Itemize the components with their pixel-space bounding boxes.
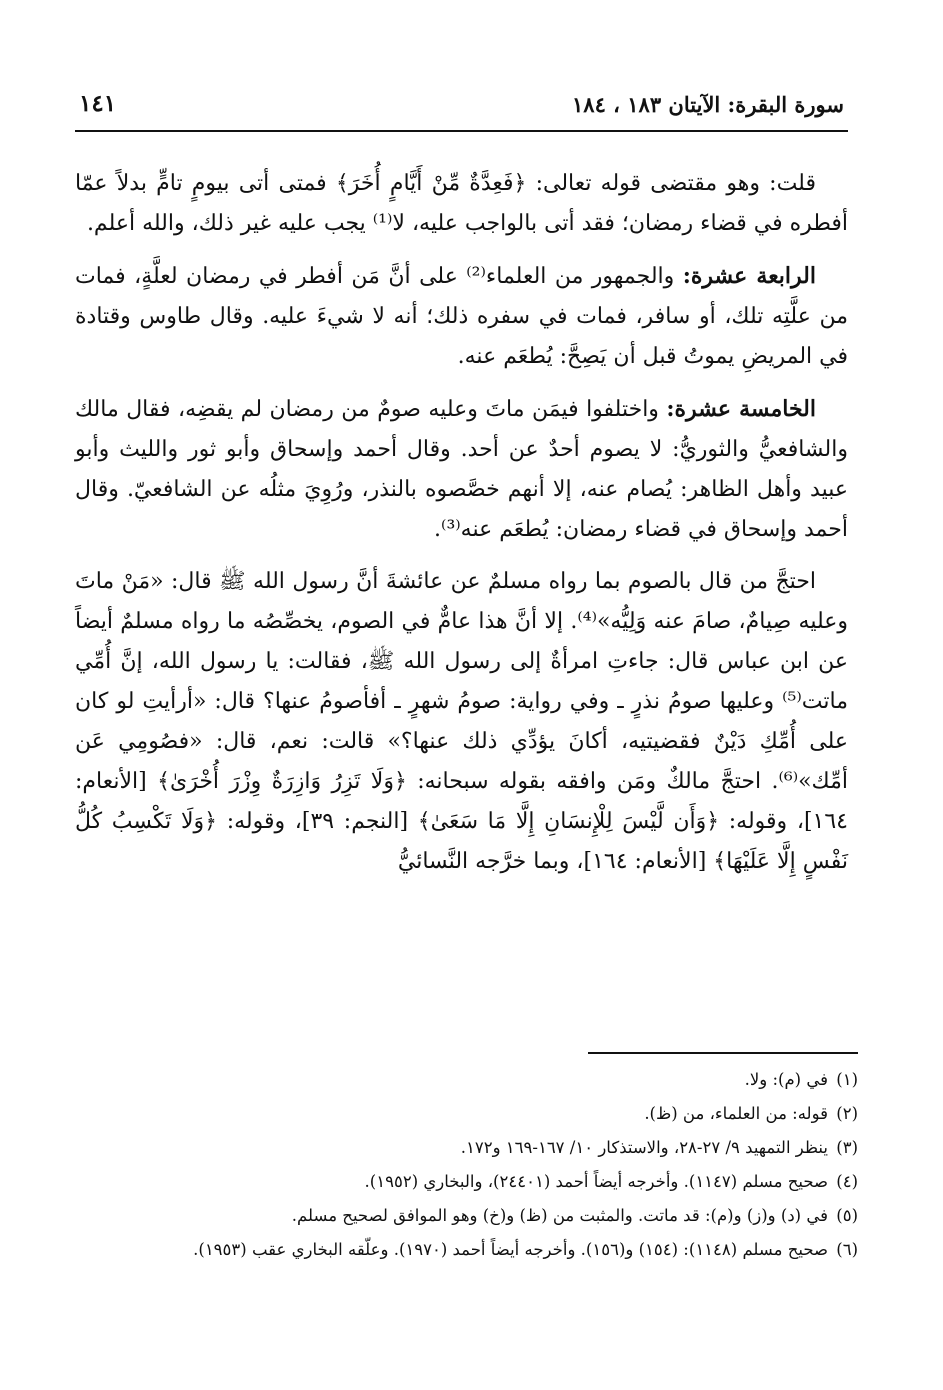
paragraph: [75, 164, 848, 244]
paragraph-lead: الخامسة عشرة:: [666, 396, 816, 422]
paragraph-text: والجمهور من العلماء⁽²⁾ على أنَّ مَن أفطر في رمضان لعلَّةٍ، فمات من علَّتِه تلك، أو سافر، فمات في سفره ذلك؛ أنه لا شيءَ عليه. وقال طاوس وقتادة في المريضِ يموتُ قبل أن يَصِحَّ: يُطعَم عنه.: [75, 264, 848, 369]
paragraph-text: احتجَّ من قال بالصوم بما رواه مسلمٌ عن عائشةَ أنَّ رسول الله ﷺ قال: «مَنْ ماتَ وعليه صِيامٌ، صامَ عنه وَلِيُّه»⁽⁴⁾. إلا أنَّ هذا عامٌّ في الصوم، يخصِّصُه ما رواه مسلمٌ أيضاً عن ابن عباس قال: جاءتِ امرأةٌ إلى رسول الله ﷺ، فقالت: يا رسول الله، إنَّ أُمِّي ماتت⁽⁵⁾ وعليها صومُ نذرٍ ـ وفي رواية: صومُ شهرٍ ـ أفأصومُ عنها؟ قال: «أرأيتِ لو كان على أُمِّكِ دَيْنٌ فقضيتيه، أكانَ يؤدِّي ذلك عنها؟» قالت: نعم، قال: «فصُومِي عَن أمِّك»⁽⁶⁾. احتجَّ مالكٌ ومَن وافقه بقوله سبحانه: ﴿وَلَا تَزِرُ وَازِرَةٌ وِزْرَ أُخْرَىٰ﴾ [الأنعام: ١٦٤]، وقوله: ﴿وَأَن لَّيْسَ لِلْإِنسَانِ إِلَّا مَا سَعَىٰ﴾ [النجم: ٣٩]، وقوله: ﴿وَلَا تَكْسِبُ كُلُّ نَفْسٍ إِلَّا عَلَيْهَا﴾ [الأنعام: ١٦٤]، وبما خرَّجه النَّسائيُّ: [75, 569, 849, 874]
footnote-text: قوله: من العلماء، من (ظ).: [644, 1104, 828, 1123]
footnote: [80, 1202, 858, 1229]
footnote-number: (٦): [836, 1240, 858, 1259]
footnote-text: صحيح مسلم (١١٤٨): (١٥٤) و(١٥٦). وأخرجه أيضاً أحمد (١٩٧٠). وعلّقه البخاري عقب (١٩٥٣).: [193, 1240, 828, 1259]
page-header: [75, 84, 848, 132]
paragraph: [75, 389, 848, 550]
footnote: [80, 1236, 858, 1263]
footnote-text: في (م): ولا.: [744, 1070, 828, 1089]
body-text: [75, 164, 848, 894]
footnote: [80, 1134, 858, 1161]
footnote-number: (١): [836, 1070, 858, 1089]
footnote: [80, 1168, 858, 1195]
paragraph: [75, 256, 848, 377]
footnote-separator: [588, 1052, 858, 1054]
footnote-text: صحيح مسلم (١١٤٧). وأخرجه أيضاً أحمد (٢٤٤٠١)، والبخاري (١٩٥٢).: [364, 1172, 828, 1191]
footnote-number: (٥): [836, 1206, 858, 1225]
paragraph-text: قلت: وهو مقتضى قوله تعالى: ﴿فَعِدَّةٌ مِّنْ أَيَّامٍ أُخَرَ﴾ فمتى أتى بيومٍ تامٍّ بدلاً عمّا أفطره في قضاء رمضان؛ فقد أتى بالواجب عليه، لا⁽¹⁾ يجب عليه غير ذلك، والله أعلم.: [75, 171, 848, 236]
footnote-text: في (د) و(ز) و(م): قد ماتت. والمثبت من (ظ) و(خ) وهو الموافق لصحيح مسلم.: [291, 1206, 828, 1225]
page-number: ١٤١: [79, 90, 117, 117]
footnote: [80, 1100, 858, 1127]
paragraph-text: واختلفوا فيمَن ماتَ وعليه صومٌ من رمضان لم يقضِه، فقال مالك والشافعيُّ والثوريُّ: لا يصوم أحدٌ عن أحد. وقال أحمد وإسحاق وأبو ثور والليث وأبو عبيد وأهل الظاهر: يُصام عنه، إلا أنهم خصَّصوه بالنذر، ورُوِيَ مثلُه عن الشافعيّ. وقال أحمد وإسحاق في قضاء رمضان: يُطعَم عنه⁽³⁾.: [75, 397, 848, 542]
footnote-text: ينظر التمهيد ٩/ ٢٧-٢٨، والاستذكار ١٠/ ١٦٧-١٦٩ و١٧٢.: [460, 1138, 828, 1157]
footnote-number: (٢): [836, 1104, 858, 1123]
paragraph: [75, 562, 848, 882]
header-title: سورة البقرة: الآيتان ١٨٣ ، ١٨٤: [572, 92, 844, 117]
footnotes: [80, 1066, 858, 1270]
paragraph-lead: الرابعة عشرة:: [682, 263, 816, 289]
footnote-number: (٣): [836, 1138, 858, 1157]
footnote-number: (٤): [836, 1172, 858, 1191]
footnote: [80, 1066, 858, 1093]
